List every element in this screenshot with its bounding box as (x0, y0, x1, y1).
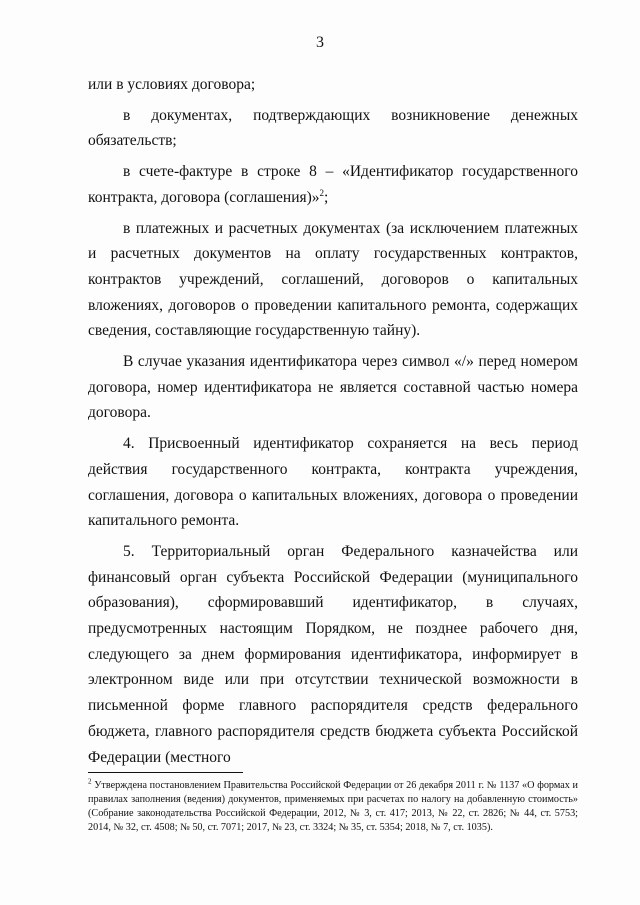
footnote-divider (88, 772, 243, 773)
paragraph-continuation: или в условиях договора; (88, 76, 256, 93)
paragraph-payment-documents: в платежных и расчетных документах (за исключением платежных и расчетных документов на оплату государственных контрактов, контрактов учреждений, соглашений, договоров о капитальных вложениях, договоров о проведении капитального ремонта, содержащих сведения, составляющие государственную тайну). (88, 219, 578, 340)
paragraph-item-4: 4. Присвоенный идентификатор сохраняется на весь период действия государственного контракта, контракта учреждения, соглашения, договора о капитальных вложениях, договора о проведении капитального ремонта. (88, 435, 578, 530)
body-text (88, 72, 578, 770)
paragraph-documents: в документах, подтверждающих возникновение денежных обязательств; (88, 106, 578, 150)
paragraph-invoice (88, 159, 578, 210)
footnote-marker: 2 (88, 777, 92, 786)
footnote-reference: 2 (319, 187, 325, 198)
paragraph-identifier-symbol: В случае указания идентификатора через символ «/» перед номером договора, номер идентификатора не является составной частью номера договора. (88, 353, 578, 422)
footnote-text: Утверждена постановлением Правительства Российской Федерации от 26 декабря 2011 г. № 1137 «О формах и правилах заполнения (ведения) документов, применяемых при расчетах по налогу на добавленную стоимость» (Собрание законодательства Российской Федерации, 2012, № 3, ст. 417; 2013, № 22, ст. 2826; № 44, ст. 5753; 2014, № 32, ст. 4508; № 50, ст. 7071; 2017, № 23, ст. 3324; № 35, ст. 5354; 2018, № 7, ст. 1035). (88, 780, 579, 833)
paragraph-item-5: 5. Территориальный орган Федерального казначейства или финансовый орган субъекта Российской Федерации (муниципального образования), сформировавший идентификатор, в случаях, предусмотренных настоящим Порядком, не позднее рабочего дня, следующего за днем формирования идентификатора, информирует в электронном виде или при отсутствии технической возможности в письменной форме главного распорядителя средств федерального бюджета, главного распорядителя средств бюджета субъекта Российской Федерации (местного (88, 542, 578, 766)
page-number: 3 (316, 34, 324, 51)
footnote (88, 779, 578, 835)
invoice-text: в счете-фактуре в строке 8 – «Идентификатор государственного контракта, договора (соглашения)» (88, 163, 578, 206)
invoice-text-end: ; (324, 188, 329, 206)
